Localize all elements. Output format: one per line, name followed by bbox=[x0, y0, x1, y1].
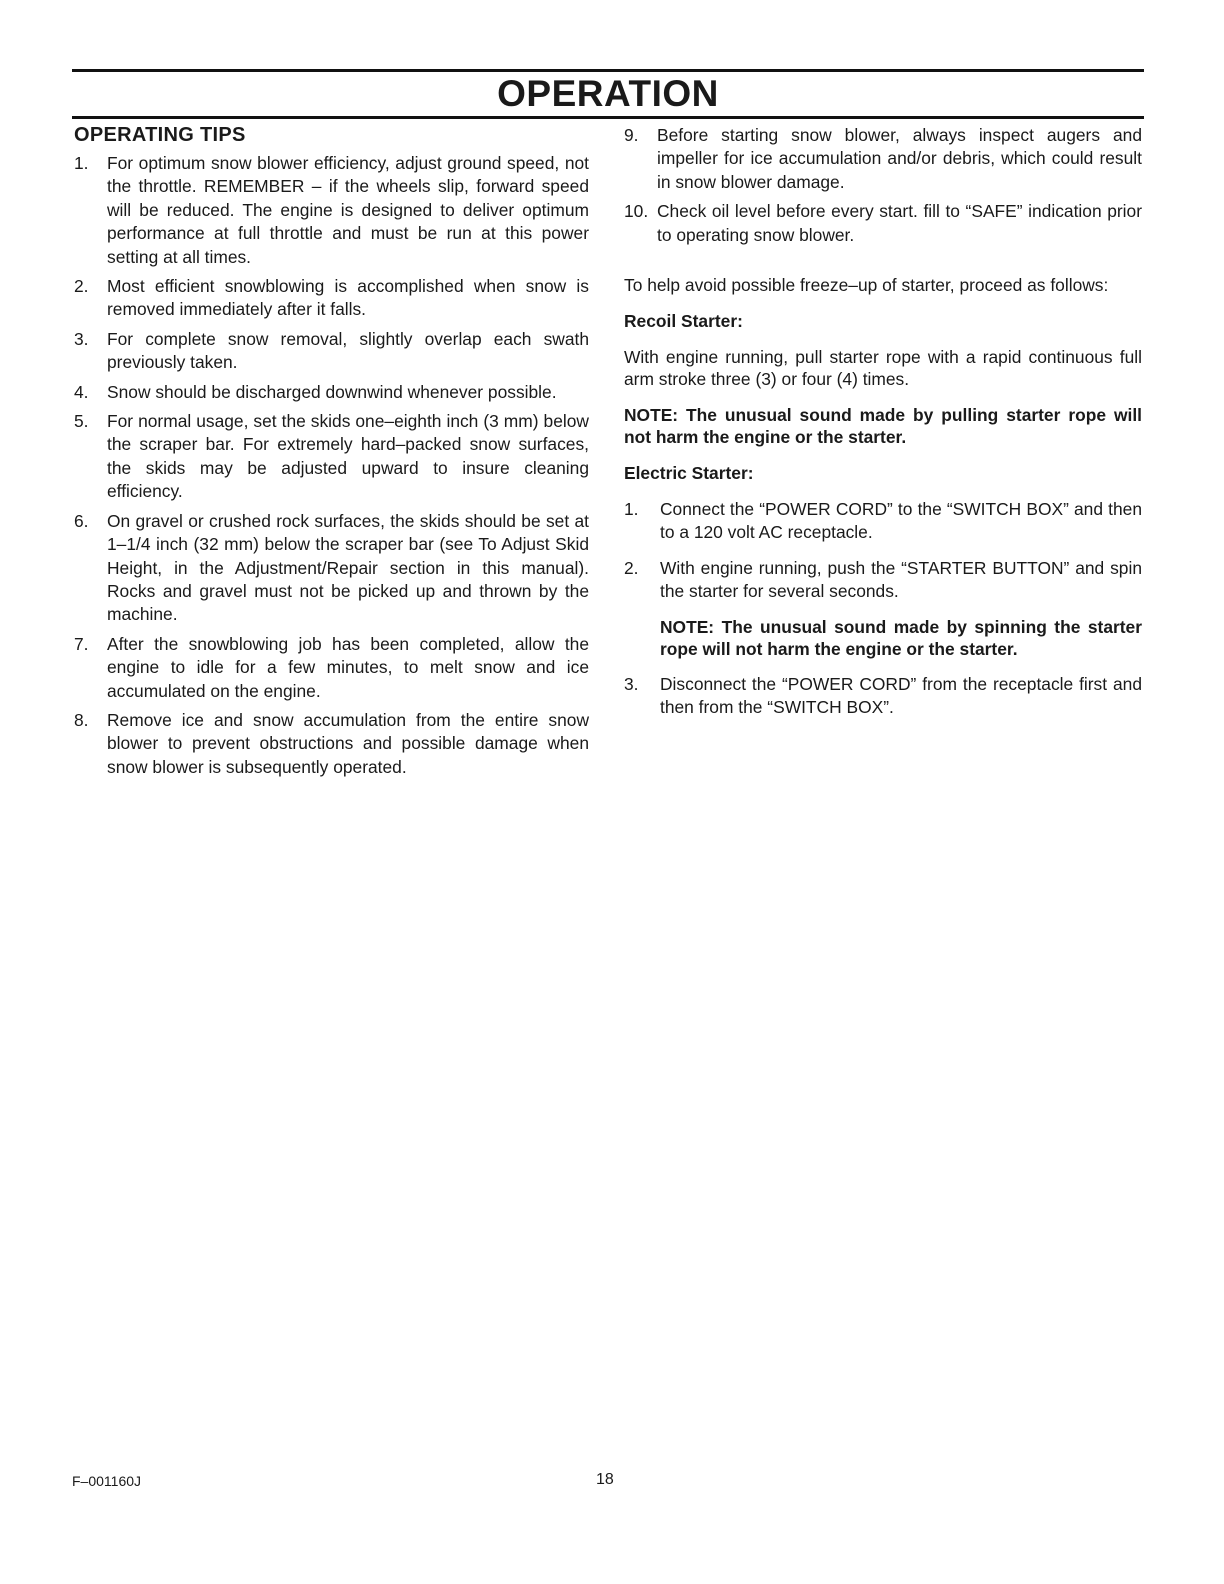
tip-number: 8. bbox=[74, 709, 89, 730]
tip-item bbox=[74, 633, 589, 703]
tip-item bbox=[624, 124, 1142, 194]
step-number: 2. bbox=[624, 558, 639, 579]
tip-item bbox=[74, 510, 589, 627]
step-text: Disconnect the “POWER CORD” from the receptacle first and then from the “SWITCH BOX”. bbox=[660, 674, 1142, 718]
freeze-up-intro: To help avoid possible freeze–up of starter, proceed as follows: bbox=[624, 275, 1109, 296]
tip-number: 2. bbox=[74, 276, 89, 297]
page-number: 18 bbox=[596, 1471, 614, 1488]
step-text: Connect the “POWER CORD” to the “SWITCH BOX” and then to a 120 volt AC receptacle. bbox=[660, 499, 1142, 543]
tip-item bbox=[74, 328, 589, 375]
operating-tips-heading: OPERATING TIPS bbox=[74, 124, 246, 146]
tip-number: 9. bbox=[624, 125, 639, 145]
operating-tips-list bbox=[74, 152, 589, 779]
tip-text: Check oil level before every start. fill to “SAFE” indication prior to operating snow blower. bbox=[657, 201, 1142, 245]
tip-text: For normal usage, set the skids one–eighth inch (3 mm) below the scraper bar. For extremely hard–packed snow surfaces, the skids may be adjusted upward to insure cleaning efficiency. bbox=[107, 411, 589, 502]
tip-item bbox=[74, 381, 589, 404]
page-title: OPERATION bbox=[497, 73, 719, 114]
tip-number: 7. bbox=[74, 633, 89, 654]
electric-starter-steps-continued bbox=[624, 673, 1142, 719]
tip-item bbox=[74, 152, 589, 269]
recoil-starter-note: NOTE: The unusual sound made by pulling starter rope will not harm the engine or the starter. bbox=[624, 405, 1142, 448]
left-column bbox=[74, 122, 589, 785]
tip-text: For optimum snow blower efficiency, adjust ground speed, not the throttle. REMEMBER – if the wheels slip, forward speed will be reduced. The engine is designed to deliver optimum performance at full throttle and must be run at this power setting at all times. bbox=[107, 153, 589, 267]
electric-starter-steps bbox=[624, 498, 1142, 603]
right-column bbox=[624, 124, 1142, 725]
operating-tips-list-continued bbox=[624, 124, 1142, 247]
title-rule-bottom bbox=[72, 116, 1144, 119]
tip-text: Before starting snow blower, always inspect augers and impeller for ice accumulation and/or debris, which could result in snow blower damage. bbox=[657, 125, 1142, 192]
recoil-starter-text: With engine running, pull starter rope with a rapid continuous full arm stroke three (3) or four (4) times. bbox=[624, 347, 1142, 390]
tip-number: 3. bbox=[74, 328, 89, 349]
step-number: 3. bbox=[624, 674, 639, 695]
step-number: 1. bbox=[624, 499, 639, 520]
step-item bbox=[624, 673, 1142, 719]
tip-text: For complete snow removal, slightly overlap each swath previously taken. bbox=[107, 328, 589, 373]
tip-text: After the snowblowing job has been completed, allow the engine to idle for a few minutes, to melt snow and ice accumulated on the engine. bbox=[107, 633, 589, 701]
step-item bbox=[624, 498, 1142, 544]
tip-number: 5. bbox=[74, 411, 89, 432]
tip-number: 10. bbox=[624, 201, 649, 222]
tip-item bbox=[74, 275, 589, 322]
recoil-starter-heading: Recoil Starter: bbox=[624, 311, 743, 332]
electric-starter-heading: Electric Starter: bbox=[624, 463, 754, 484]
step-item bbox=[624, 557, 1142, 603]
tip-number: 4. bbox=[74, 381, 89, 402]
document-code: F–001160J bbox=[72, 1473, 142, 1489]
electric-starter-note: NOTE: The unusual sound made by spinning the starter rope will not harm the engine or the starter. bbox=[660, 617, 1142, 660]
tip-text: Most efficient snowblowing is accomplished when snow is removed immediately after it falls. bbox=[107, 276, 589, 320]
tip-item bbox=[74, 709, 589, 779]
tip-item bbox=[74, 410, 589, 504]
step-text: With engine running, push the “STARTER BUTTON” and spin the starter for several seconds. bbox=[660, 558, 1142, 602]
tip-text: On gravel or crushed rock surfaces, the skids should be set at 1–1/4 inch (32 mm) below the scraper bar (see To Adjust Skid Height, in the Adjustment/Repair section in this manual). Rocks and gravel must not be picked up and thrown by the machine. bbox=[107, 510, 589, 625]
tip-text: Remove ice and snow accumulation from the entire snow blower to prevent obstructions and possible damage when snow blower is subsequently operated. bbox=[107, 709, 589, 777]
tip-text: Snow should be discharged downwind whenever possible. bbox=[107, 381, 557, 402]
tip-number: 6. bbox=[74, 510, 89, 531]
tip-item bbox=[624, 200, 1142, 247]
tip-number: 1. bbox=[74, 153, 89, 173]
